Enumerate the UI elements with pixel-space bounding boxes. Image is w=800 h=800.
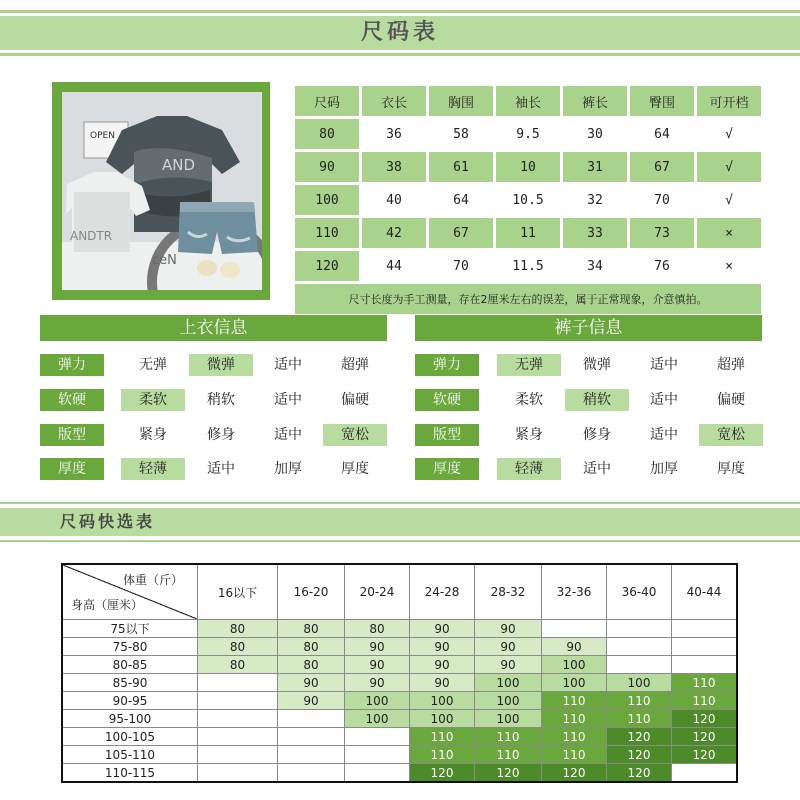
- quick-size-cell: 110: [672, 674, 738, 692]
- quick-corner-cell: [62, 564, 198, 620]
- weight-header: 32-36: [542, 564, 607, 620]
- size-table-row: [295, 152, 761, 182]
- quick-size-cell: [345, 764, 410, 783]
- quick-size-cell: 120: [475, 764, 542, 783]
- size-table-note-row: [295, 284, 761, 314]
- photo-text-cen: ceN: [152, 253, 177, 268]
- top-info-option-selected: 微弹: [189, 354, 253, 376]
- size-cell: ×: [697, 218, 761, 248]
- quick-size-cell: 120: [672, 710, 738, 728]
- quick-size-cell: 90: [410, 656, 475, 674]
- height-header: 110-115: [62, 764, 198, 783]
- quick-size-cell: 90: [345, 638, 410, 656]
- size-cell: 100: [295, 185, 359, 215]
- quick-size-cell: 110: [475, 728, 542, 746]
- size-cell: 10: [496, 152, 560, 182]
- quick-size-cell: [198, 692, 278, 710]
- size-table: [292, 83, 764, 317]
- quick-size-cell: 110: [410, 728, 475, 746]
- size-cell: 9.5: [496, 119, 560, 149]
- quick-size-cell: [278, 710, 345, 728]
- size-cell: 90: [295, 152, 359, 182]
- quick-select-title: 尺码快选表: [60, 512, 156, 531]
- quick-size-cell: 90: [278, 692, 345, 710]
- pants-info-option: 加厚: [650, 461, 678, 477]
- height-header: 75以下: [62, 620, 198, 638]
- weight-header: 24-28: [410, 564, 475, 620]
- top-info-label: 厚度: [40, 458, 104, 480]
- quick-size-cell: [345, 746, 410, 764]
- size-table-row: [295, 119, 761, 149]
- title-band-top-line: [0, 10, 800, 13]
- pants-info-option: 微弹: [583, 357, 611, 373]
- quick-size-cell: 110: [607, 692, 672, 710]
- height-axis-label: 身高（厘米）: [71, 598, 144, 612]
- quick-size-cell: 100: [542, 656, 607, 674]
- quick-size-cell: [542, 620, 607, 638]
- top-info-option-selected: 柔软: [121, 389, 185, 411]
- quick-size-cell: 100: [410, 710, 475, 728]
- quick-row: [62, 656, 737, 674]
- quick-size-cell: 120: [672, 728, 738, 746]
- quick-row: [62, 692, 737, 710]
- weight-header: 36-40: [607, 564, 672, 620]
- quick-row: [62, 728, 737, 746]
- quick-size-cell: [672, 638, 738, 656]
- size-header-cell: 胸围: [429, 86, 493, 116]
- size-cell: 40: [362, 185, 426, 215]
- quick-size-cell: [198, 710, 278, 728]
- height-header: 105-110: [62, 746, 198, 764]
- size-cell: ×: [697, 251, 761, 281]
- pants-info-label: 软硬: [415, 389, 479, 411]
- pants-info-option: 适中: [650, 392, 678, 408]
- quick-size-cell: 110: [607, 710, 672, 728]
- size-header-cell: 衣长: [362, 86, 426, 116]
- quick-size-cell: [672, 656, 738, 674]
- size-cell: √: [697, 152, 761, 182]
- height-header: 90-95: [62, 692, 198, 710]
- size-cell: 10.5: [496, 185, 560, 215]
- size-cell: 30: [563, 119, 627, 149]
- pants-info-label: 弹力: [415, 354, 479, 376]
- quick-size-cell: 120: [672, 746, 738, 764]
- quick-size-cell: 110: [542, 728, 607, 746]
- quick-size-cell: 90: [475, 620, 542, 638]
- top-info-option-selected: 宽松: [323, 424, 387, 446]
- pants-info-option-selected: 轻薄: [497, 458, 561, 480]
- size-cell: 80: [295, 119, 359, 149]
- height-header: 80-85: [62, 656, 198, 674]
- pants-info-option-selected: 宽松: [699, 424, 763, 446]
- size-cell: 120: [295, 251, 359, 281]
- quick-select-table: [61, 563, 738, 783]
- quick-row: [62, 746, 737, 764]
- quick-size-cell: 120: [410, 764, 475, 783]
- top-info-label: 弹力: [40, 354, 104, 376]
- weight-header: 16-20: [278, 564, 345, 620]
- quick-size-cell: 90: [345, 674, 410, 692]
- top-info-label: 软硬: [40, 389, 104, 411]
- quick-size-cell: 110: [542, 692, 607, 710]
- size-cell: 67: [630, 152, 694, 182]
- quick-size-cell: 100: [345, 692, 410, 710]
- size-header-cell: 可开档: [697, 86, 761, 116]
- quick-band-bottom-line: [0, 540, 800, 542]
- quick-size-cell: 80: [278, 638, 345, 656]
- pants-info-option: 适中: [650, 357, 678, 373]
- top-info-title: 上衣信息: [40, 315, 387, 341]
- size-table-header-row: [295, 86, 761, 116]
- top-info-option: 偏硬: [341, 392, 369, 408]
- size-table-note: 尺寸长度为手工测量，存在2厘米左右的误差，属于正常现象，介意慎拍。: [295, 284, 761, 314]
- quick-size-cell: [607, 620, 672, 638]
- quick-size-cell: 90: [475, 656, 542, 674]
- quick-size-cell: 90: [542, 638, 607, 656]
- quick-size-cell: 100: [410, 692, 475, 710]
- quick-size-cell: 80: [278, 620, 345, 638]
- quick-size-cell: 110: [542, 710, 607, 728]
- pants-info-option: 适中: [650, 427, 678, 443]
- size-cell: 76: [630, 251, 694, 281]
- size-header-cell: 臀围: [630, 86, 694, 116]
- quick-size-cell: 90: [278, 674, 345, 692]
- top-info-option: 超弹: [341, 357, 369, 373]
- size-cell: 64: [630, 119, 694, 149]
- top-info-option: 适中: [207, 461, 235, 477]
- pants-info-option: 偏硬: [717, 392, 745, 408]
- quick-size-cell: [278, 764, 345, 783]
- photo-text-andtr: ANDTR: [70, 229, 113, 243]
- size-cell: 38: [362, 152, 426, 182]
- top-info-option: 加厚: [274, 461, 302, 477]
- size-cell: 67: [429, 218, 493, 248]
- quick-size-cell: 100: [607, 674, 672, 692]
- height-header: 95-100: [62, 710, 198, 728]
- quick-size-cell: 120: [607, 746, 672, 764]
- quick-row: [62, 674, 737, 692]
- size-cell: 34: [563, 251, 627, 281]
- quick-size-cell: 100: [475, 710, 542, 728]
- size-table-row: [295, 251, 761, 281]
- size-cell: 11: [496, 218, 560, 248]
- quick-size-cell: 90: [410, 638, 475, 656]
- quick-size-cell: 90: [410, 674, 475, 692]
- size-cell: 36: [362, 119, 426, 149]
- pants-info-title: 裤子信息: [415, 315, 762, 341]
- top-info-label: 版型: [40, 424, 104, 446]
- quick-size-cell: 80: [198, 638, 278, 656]
- size-cell: 64: [429, 185, 493, 215]
- height-header: 75-80: [62, 638, 198, 656]
- quick-size-cell: 120: [607, 728, 672, 746]
- quick-size-cell: 90: [345, 656, 410, 674]
- quick-size-cell: 90: [475, 638, 542, 656]
- top-info-option-selected: 轻薄: [121, 458, 185, 480]
- quick-size-cell: 90: [410, 620, 475, 638]
- height-header: 85-90: [62, 674, 198, 692]
- size-cell: 70: [429, 251, 493, 281]
- top-info-option: 紧身: [139, 427, 167, 443]
- size-header-cell: 袖长: [496, 86, 560, 116]
- top-info-option: 无弹: [139, 357, 167, 373]
- top-info-option: 稍软: [207, 392, 235, 408]
- pants-info-option-selected: 稍软: [565, 389, 629, 411]
- pants-info-label: 厚度: [415, 458, 479, 480]
- size-cell: 110: [295, 218, 359, 248]
- height-header: 100-105: [62, 728, 198, 746]
- size-cell: 11.5: [496, 251, 560, 281]
- title-band-bottom-line: [0, 53, 800, 56]
- quick-size-cell: [607, 656, 672, 674]
- page-title: 尺码表: [360, 20, 439, 45]
- quick-size-cell: 110: [475, 746, 542, 764]
- weight-header: 40-44: [672, 564, 738, 620]
- quick-size-cell: 110: [542, 746, 607, 764]
- quick-size-cell: 120: [542, 764, 607, 783]
- size-cell: 58: [429, 119, 493, 149]
- size-cell: 33: [563, 218, 627, 248]
- quick-size-cell: 110: [672, 692, 738, 710]
- size-table-row: [295, 218, 761, 248]
- photo-text-and: AND: [162, 156, 196, 174]
- quick-size-cell: 80: [198, 656, 278, 674]
- quick-size-cell: 80: [345, 620, 410, 638]
- product-photo: [62, 92, 262, 290]
- quick-size-cell: [198, 764, 278, 783]
- pants-info-option: 修身: [583, 427, 611, 443]
- size-cell: 73: [630, 218, 694, 248]
- quick-size-cell: [607, 638, 672, 656]
- quick-size-cell: [198, 728, 278, 746]
- weight-header: 28-32: [475, 564, 542, 620]
- quick-size-cell: 100: [475, 692, 542, 710]
- top-info-option: 厚度: [341, 461, 369, 477]
- size-cell: 61: [429, 152, 493, 182]
- quick-size-cell: 110: [410, 746, 475, 764]
- pants-info-label: 版型: [415, 424, 479, 446]
- size-header-cell: 尺码: [295, 86, 359, 116]
- pants-info-option: 柔软: [515, 392, 543, 408]
- quick-row: [62, 710, 737, 728]
- quick-size-cell: [198, 674, 278, 692]
- pants-info-option: 厚度: [717, 461, 745, 477]
- top-info-option: 适中: [274, 357, 302, 373]
- quick-size-cell: 100: [542, 674, 607, 692]
- quick-row: [62, 764, 737, 783]
- quick-size-cell: 120: [607, 764, 672, 783]
- quick-size-cell: [672, 764, 738, 783]
- weight-header: 16以下: [198, 564, 278, 620]
- quick-header-row: [62, 564, 737, 620]
- quick-size-cell: 80: [278, 656, 345, 674]
- pants-info-option: 超弹: [717, 357, 745, 373]
- pants-info-option: 紧身: [515, 427, 543, 443]
- top-info-option: 适中: [274, 427, 302, 443]
- quick-size-cell: 100: [345, 710, 410, 728]
- quick-row: [62, 638, 737, 656]
- size-cell: 70: [630, 185, 694, 215]
- size-cell: 44: [362, 251, 426, 281]
- pants-info-option-selected: 无弹: [497, 354, 561, 376]
- quick-size-cell: 100: [475, 674, 542, 692]
- size-cell: √: [697, 119, 761, 149]
- quick-size-cell: 80: [198, 620, 278, 638]
- size-header-cell: 裤长: [563, 86, 627, 116]
- quick-size-cell: [278, 728, 345, 746]
- quick-size-cell: [672, 620, 738, 638]
- weight-axis-label: 体重（斤）: [122, 573, 183, 587]
- weight-header: 20-24: [345, 564, 410, 620]
- size-table-row: [295, 185, 761, 215]
- pants-info-option: 适中: [583, 461, 611, 477]
- size-cell: 31: [563, 152, 627, 182]
- top-info-option: 修身: [207, 427, 235, 443]
- quick-row: [62, 620, 737, 638]
- quick-size-cell: [278, 746, 345, 764]
- quick-size-cell: [198, 746, 278, 764]
- quick-band-top-line: [0, 502, 800, 504]
- size-cell: √: [697, 185, 761, 215]
- size-cell: 32: [563, 185, 627, 215]
- photo-text-open: OPEN: [90, 131, 115, 141]
- size-cell: 42: [362, 218, 426, 248]
- top-info-option: 适中: [274, 392, 302, 408]
- quick-size-cell: [345, 728, 410, 746]
